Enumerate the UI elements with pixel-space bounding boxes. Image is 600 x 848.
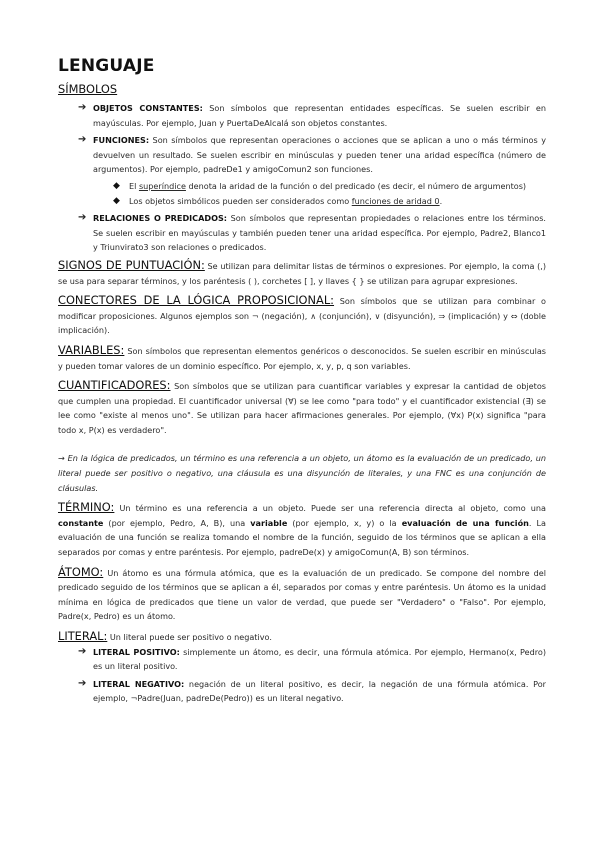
sub-item-text: Los objetos simbólicos pueden ser considerados como xyxy=(129,195,352,206)
document-page xyxy=(58,56,546,709)
termino-section xyxy=(58,500,546,559)
list-item xyxy=(78,133,546,208)
item-term: FUNCIONES: xyxy=(93,135,150,146)
underlined-term: funciones de aridad 0 xyxy=(351,195,440,206)
termino-text: Un término es una referencia a un objeto. Puede ser una referencia directa al objeto, como una xyxy=(114,503,546,514)
atomo-heading: ÁTOMO: xyxy=(58,564,104,579)
diamond-bullet-icon: ◆ xyxy=(113,195,120,206)
sub-list-item xyxy=(113,194,546,209)
underlined-term: superíndice xyxy=(138,180,186,191)
item-text: simplemente un átomo, es decir, una fórmula atómica. Por ejemplo, Hermano(x, Pedro) es un literal positivo. xyxy=(93,646,546,672)
sub-item-text: denota la aridad de la función o del predicado (es decir, el número de argumentos) xyxy=(185,180,527,191)
item-text: Son símbolos que representan propiedades o relaciones entre los términos. Se suelen escribir en mayúsculas y también pueden tener una aridad específica. Por ejemplo, Padre2, Blanco1 y Triunvirato3 son relaciones o predicados. xyxy=(93,213,546,253)
cuantificadores-heading: CUANTIFICADORES: xyxy=(58,378,171,393)
variables-text: Son símbolos que representan elementos genéricos o desconocidos. Se suelen escribir en minúsculas y pueden tomar valores de un dominio específico. Por ejemplo, x, y, p, q son variables. xyxy=(58,345,546,371)
signos-heading: SIGNOS DE PUNTUACIÓN: xyxy=(58,257,205,272)
item-term: LITERAL NEGATIVO: xyxy=(93,678,185,689)
conectores-section xyxy=(58,293,546,338)
item-term: RELACIONES O PREDICADOS: xyxy=(93,213,228,224)
arrow-right-icon: ➔ xyxy=(78,677,87,689)
item-text: negación de un literal positivo, es decir, la negación de una fórmula atómica. Por ejemplo, ¬Padre(Juan, padreDe(Pedro)) es un literal negativo. xyxy=(93,678,546,704)
simbolos-heading: SÍMBOLOS xyxy=(58,82,118,96)
page-title: LENGUAJE xyxy=(58,56,155,76)
literal-text: Un literal puede ser positivo o negativo. xyxy=(107,632,272,642)
signos-section xyxy=(58,258,546,288)
sub-list-item xyxy=(113,179,546,194)
bold-term: constante xyxy=(58,517,104,528)
termino-text: . La evaluación de una función se realiza tomando el nombre de la función, seguido de los términos que se aplican a ella separados por comas y entre paréntesis. Por ejemplo, padreDe(x) y amigoComun(A, B) son términos. xyxy=(58,517,546,558)
cuantificadores-text: Son símbolos que se utilizan para cuantificar variables y expresar la cantidad de objetos que cumplen una propiedad. El cuantificador universal (∀) se lee como "para todo" y el cuantificador existencial (∃) se lee como "existe al menos uno". Se utilizan para hacer afirmaciones generales. Por ejemplo, (∀x) P(x) significa "para todo x, P(x) es verdadero". xyxy=(58,381,546,435)
bold-term: evaluación de una función xyxy=(401,517,529,528)
list-item xyxy=(78,677,546,706)
simbolos-list xyxy=(58,101,546,255)
diamond-bullet-icon: ◆ xyxy=(113,180,120,191)
signos-text: Se utilizan para delimitar listas de términos o expresiones. Por ejemplo, la coma (,) se usa para separar términos, y los paréntesis ( ), corchetes [ ], y llaves { } se utilizan para agrupar expresiones. xyxy=(58,260,546,286)
atomo-section xyxy=(58,565,546,624)
arrow-right-icon: ➔ xyxy=(78,134,87,146)
item-text: Son símbolos que representan entidades específicas. Se suelen escribir en mayúsculas. Por ejemplo, Juan y PuertaDeAlcalá son objetos constantes. xyxy=(93,103,547,128)
list-item xyxy=(78,645,546,674)
item-term: LITERAL POSITIVO: xyxy=(93,646,180,657)
conectores-heading: CONECTORES DE LA LÓGICA PROPOSICIONAL: xyxy=(58,293,335,308)
literal-section xyxy=(58,629,546,645)
list-item xyxy=(78,101,546,130)
conectores-text: Son símbolos que se utilizan para combinar o modificar proposiciones. Algunos ejemplos son ¬ (negación), ∧ (conjunción), ∨ (disyunción), ⇒ (implicación) y ⇔ (doble implicación). xyxy=(58,296,546,336)
list-item xyxy=(78,211,546,255)
termino-heading: TÉRMINO: xyxy=(58,500,115,515)
variables-section xyxy=(58,343,546,373)
bold-term: variable xyxy=(250,517,288,528)
atomo-text: Un átomo es una fórmula atómica, que es la evaluación de un predicado. Se compone del nombre del predicado seguido de los términos que se aplican a él, separados por comas y entre paréntesis. Un átomo es la unidad mínima en lógica de predicados que tiene un valor de verdad, que puede ser "Verdadero" o "Falso". Por ejemplo, Padre(x, Pedro) es un átomo. xyxy=(58,567,546,622)
variables-heading: VARIABLES: xyxy=(58,342,125,357)
literal-heading: LITERAL: xyxy=(58,629,108,643)
item-text: Son símbolos que representan operaciones o acciones que se aplican a uno o más términos y devuelven un resultado. Se suelen escribir en minúsculas y pueden tener una aridad específica (número de argumentos). Por ejemplo, padreDe1 y amigoComun2 son funciones. xyxy=(93,135,546,175)
termino-text: (por ejemplo, x, y) o la xyxy=(287,517,402,528)
sub-item-text: El xyxy=(129,180,139,191)
item-term: OBJETOS CONSTANTES: xyxy=(93,103,203,113)
cuantificadores-section xyxy=(58,378,546,437)
termino-text: (por ejemplo, Pedro, A, B), una xyxy=(103,517,251,528)
arrow-right-icon: ➔ xyxy=(78,645,87,657)
literal-list xyxy=(58,645,546,706)
summary-note: → En la lógica de predicados, un término es una referencia a un objeto, un átomo es la evaluación de un predicado, un literal puede ser positivo o negativo, una cláusula es una disyunción de literales, y una FNC es una conjunción de cláusulas. xyxy=(58,453,546,493)
sub-list xyxy=(93,179,546,208)
sub-item-text: . xyxy=(439,195,443,206)
arrow-right-icon: ➔ xyxy=(78,102,87,113)
arrow-right-icon: ➔ xyxy=(78,212,87,224)
